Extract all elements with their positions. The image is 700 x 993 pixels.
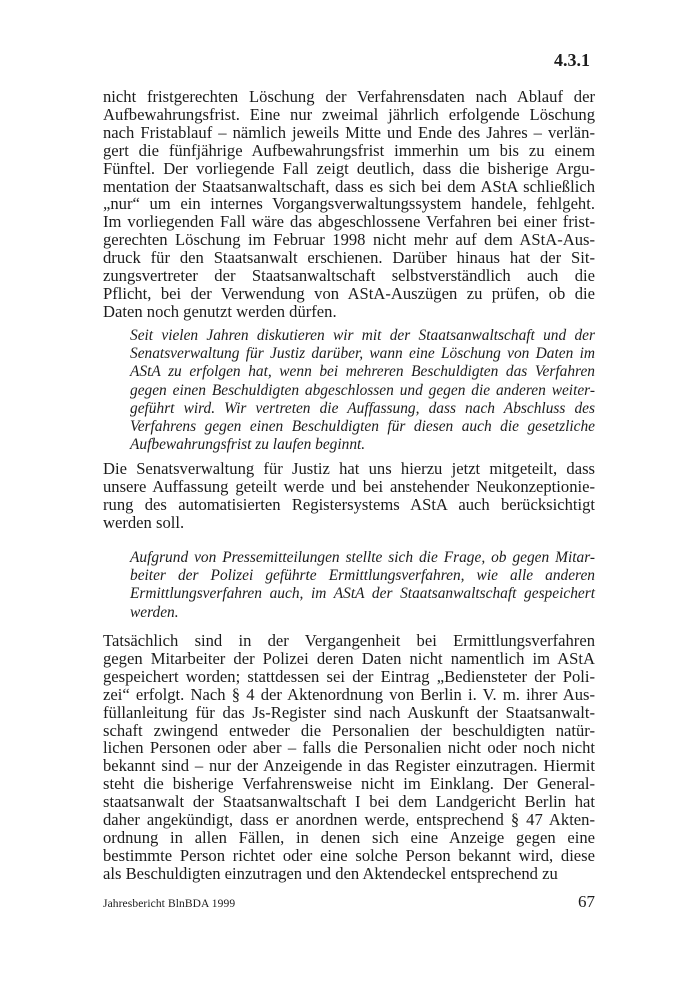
text-line: als Beschuldigten einzutragen und den Aktendeckel entsprechend zu: [103, 863, 558, 883]
text-line: zei“ erfolgt. Nach § 4 der Aktenordnung von Berlin i. V. m. ihrer Aus-: [103, 684, 595, 704]
text-line: steht die bisherige Verfahrensweise nicht im Einklang. Der General-: [103, 774, 595, 794]
text-line: gert die fünfjährige Aufbewahrungsfrist immerhin um bis zu einem: [103, 140, 595, 160]
text-line: Die Senatsverwaltung für Justiz hat uns hierzu jetzt mitgeteilt, dass: [103, 459, 595, 478]
text-line: Aufbewahrungsfrist. Eine nur zweimal jährlich erfolgende Löschung: [103, 104, 595, 124]
text-line: zungsvertreter der Staatsanwaltschaft selbstverständlich auch die: [103, 266, 595, 286]
text-line: Im vorliegenden Fall wäre das abgeschlossene Verfahren bei einer frist-: [103, 212, 595, 232]
paragraph-1: [103, 88, 595, 321]
text-line: nicht fristgerechten Löschung der Verfahrensdaten nach Ablauf der: [103, 87, 595, 106]
text-line: Verfahrens gegen einen Beschuldigten für diesen auch die gesetzliche: [130, 418, 595, 436]
text-line: gerechten Löschung im Februar 1998 nicht mehr auf dem AStA-Aus-: [103, 230, 595, 250]
text-line: staatsanwalt der Staatsanwaltschaft I bei dem Landgericht Berlin hat: [103, 792, 595, 812]
text-line: daher angekündigt, dass er anordnen werde, entsprechend § 47 Akten-: [103, 810, 595, 830]
text-line: Senatsverwaltung für Justiz darüber, wann eine Löschung von Daten im: [130, 345, 595, 363]
quote-1: [130, 327, 595, 454]
text-line: Seit vielen Jahren diskutieren wir mit der Staatsanwaltschaft und der: [130, 327, 595, 344]
text-line: Aufbewahrungsfrist zu laufen beginnt.: [130, 436, 366, 454]
text-line: Aufgrund von Pressemitteilungen stellte sich die Frage, ob gegen Mitar-: [130, 549, 595, 566]
text-line: Ermittlungsverfahren auch, im AStA der Staatsanwaltschaft gespeichert: [130, 585, 595, 603]
text-line: lichen Personen oder aber – falls die Personalien nicht oder noch nicht: [103, 738, 595, 758]
text-line: ordnung in allen Fällen, in denen sich eine Anzeige gegen eine: [103, 827, 595, 847]
paragraph-3: [103, 632, 595, 883]
text-line: geführt wird. Wir vertreten die Auffassung, dass nach Abschluss des: [130, 399, 595, 417]
text-line: unsere Auffassung geteilt werde und bei anstehender Neukonzeptionie-: [103, 476, 595, 496]
text-line: Daten noch genutzt werden dürfen.: [103, 301, 337, 321]
text-line: AStA zu erfolgen hat, wenn bei mehreren Beschuldigten das Verfahren: [130, 363, 595, 381]
text-line: werden.: [130, 603, 179, 621]
text-line: druck für den Staatsanwalt erschienen. Darüber hinaus hat der Sit-: [103, 248, 595, 268]
text-line: „nur“ um ein internes Vorgangsverwaltungssystem handele, fehlgeht.: [103, 194, 595, 214]
text-line: rung des automatisierten Registersystems AStA auch berücksichtigt: [103, 494, 595, 514]
text-line: bestimmte Person richtet oder eine solche Person bekannt wird, diese: [103, 845, 595, 865]
section-number: 4.3.1: [554, 50, 590, 70]
text-line: füllanleitung für das Js-Register sind nach Auskunft der Staatsanwalt-: [103, 702, 595, 722]
text-line: schaft zwingend entweder die Personalien der beschuldigten natür-: [103, 720, 595, 740]
text-line: beiter der Polizei geführte Ermittlungsverfahren, wie alle anderen: [130, 567, 595, 585]
text-line: Tatsächlich sind in der Vergangenheit bei Ermittlungsverfahren: [103, 631, 595, 650]
paragraph-2: [103, 460, 595, 532]
text-line: Pflicht, bei der Verwendung von AStA-Auszügen zu prüfen, ob die: [103, 283, 595, 303]
text-line: gespeichert worden; stattdessen sei der Eintrag „Bediensteter der Poli-: [103, 666, 595, 686]
text-line: gegen Mitarbeiter der Polizei deren Daten nicht namentlich im AStA: [103, 648, 595, 668]
text-line: nach Fristablauf – nämlich jeweils Mitte und Ende des Jahres – verlän-: [103, 122, 595, 142]
footer-publication: Jahresbericht BlnBDA 1999: [103, 898, 236, 910]
quote-2: [130, 549, 595, 622]
text-line: bekannt sind – nur der Anzeigende in das Register einzutragen. Hiermit: [103, 756, 595, 776]
text-line: Fünftel. Der vorliegende Fall zeigt deutlich, dass die bisherige Argu-: [103, 158, 595, 178]
text-line: werden soll.: [103, 512, 185, 532]
page-number: 67: [578, 892, 595, 911]
text-line: mentation der Staatsanwaltschaft, dass es sich bei dem AStA schließlich: [103, 176, 595, 196]
text-line: gegen einen Beschuldigten abgeschlossen und gegen die anderen weiter-: [130, 381, 595, 399]
